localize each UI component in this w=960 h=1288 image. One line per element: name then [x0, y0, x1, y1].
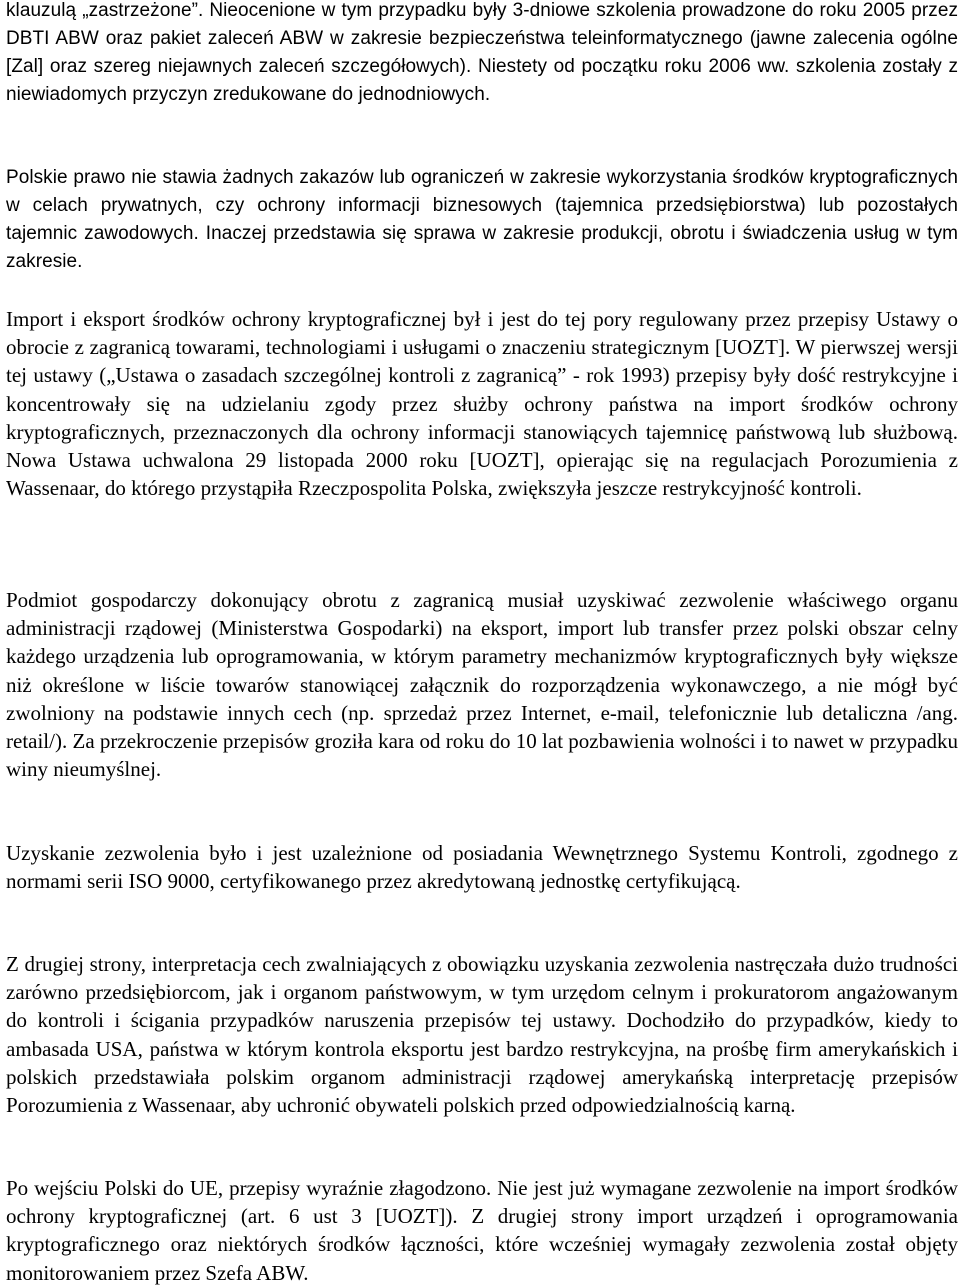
paragraph-text: klauzulą „zastrzeżone”. Nieocenione w tym przypadku były 3-dniowe szkolenia prowadzone do roku 2005 przez DBTI ABW oraz pakiet zaleceń ABW w zakresie bezpieczeństwa teleinformatycznego (jawne zalecenia ogólne [Zal] oraz szereg niejawnych zaleceń szczegółowych). Niestety od początku roku 2006 ww. szkolenia zostały z niewiadomych przyczyn zredukowane do jednodniowych.: [6, 0, 958, 105]
paragraph-text: Import i eksport środków ochrony kryptograficznej był i jest do tej pory regulowany przez przepisy Ustawy o obrocie z zagranicą towarami, technologiami i usługami o znaczeniu strategicznym [UOZT]. W pierwszej wersji tej ustawy („Ustawa o zasadach szczególnej kontroli z zagranicą” - rok 1993) przepisy były dość restrykcyjne i koncentrowały się na udzielaniu zgody przez służby ochrony państwa na import środków ochrony kryptograficznych, przeznaczonych dla ochrony informacji stanowiących tajemnicę państwową lub służbową. Nowa Ustawa uchwalona 29 listopada 2000 roku [UOZT], opierając się na regulacjach Porozumienia z Wassenaar, do którego przystąpiła Rzeczpospolita Polska, zwiększyła jeszcze restrykcyjność kontroli.: [6, 307, 958, 501]
paragraph-import-export: [6, 305, 958, 502]
paragraph-training-note: [6, 0, 958, 109]
paragraph-internal-control: [6, 839, 958, 895]
paragraph-permit-requirement: [6, 586, 958, 783]
paragraph-interpretation: [6, 950, 958, 1119]
paragraph-text: Po wejściu Polski do UE, przepisy wyraźnie złagodzono. Nie jest już wymagane zezwolenie na import środków ochrony kryptograficznej (art. 6 ust 3 [UOZT]). Z drugiej strony import urządzeń i oprogramowania kryptograficznego oraz niektórych środków łączności, które wcześniej wymagały zezwolenia został objęty monitorowaniem przez Szefa ABW.: [6, 1176, 958, 1285]
paragraph-text: Polskie prawo nie stawia żadnych zakazów lub ograniczeń w zakresie wykorzystania środków kryptograficznych w celach prywatnych, czy ochrony informacji biznesowych (tajemnica przedsiębiorstwa) lub pozostałych tajemnic zawodowych. Inaczej przedstawia się sprawa w zakresie produkcji, obrotu i świadczenia usług w tym zakresie.: [6, 167, 958, 272]
paragraph-eu-accession: [6, 1174, 958, 1287]
paragraph-polish-law: [6, 164, 958, 276]
paragraph-text: Uzyskanie zezwolenia było i jest uzależnione od posiadania Wewnętrznego Systemu Kontroli, zgodnego z normami serii ISO 9000, certyfikowanego przez akredytowaną jednostkę certyfikującą.: [6, 841, 958, 894]
paragraph-text: Podmiot gospodarczy dokonujący obrotu z zagranicą musiał uzyskiwać zezwolenie właściwego organu administracji rządowej (Ministerstwa Gospodarki) na eksport, import lub transfer przez polski obszar celny każdego urządzenia lub oprogramowania, w którym parametry mechanizmów kryptograficznych były większe niż określone w liście towarów stanowiącej załącznik do rozporządzenia wykonawczego, a nie mógł być zwolniony na podstawie innych cech (np. sprzedaż przez Internet, e-mail, telefonicznie lub detaliczna /ang. retail/). Za przekroczenie przepisów groziła kara od roku do 10 lat pozbawienia wolności i to nawet w przypadku winy nieumyślnej.: [6, 588, 958, 782]
paragraph-text: Z drugiej strony, interpretacja cech zwalniających z obowiązku uzyskania zezwolenia nastręczała dużo trudności zarówno przedsiębiorcom, jak i organom państwowym, w tym urzędom celnym i prokuratorom angażowanym do kontroli i ścigania przypadków naruszenia przepisów tej ustawy. Dochodziło do przypadków, kiedy to ambasada USA, państwa w którym kontrola eksportu jest bardzo restrykcyjna, na prośbę firm amerykańskich i polskich przedstawiała polskim organom administracji rządowej amerykańską interpretację przepisów Porozumienia z Wassenaar, aby uchronić obywateli polskich przed odpowiedzialnością karną.: [6, 952, 958, 1118]
